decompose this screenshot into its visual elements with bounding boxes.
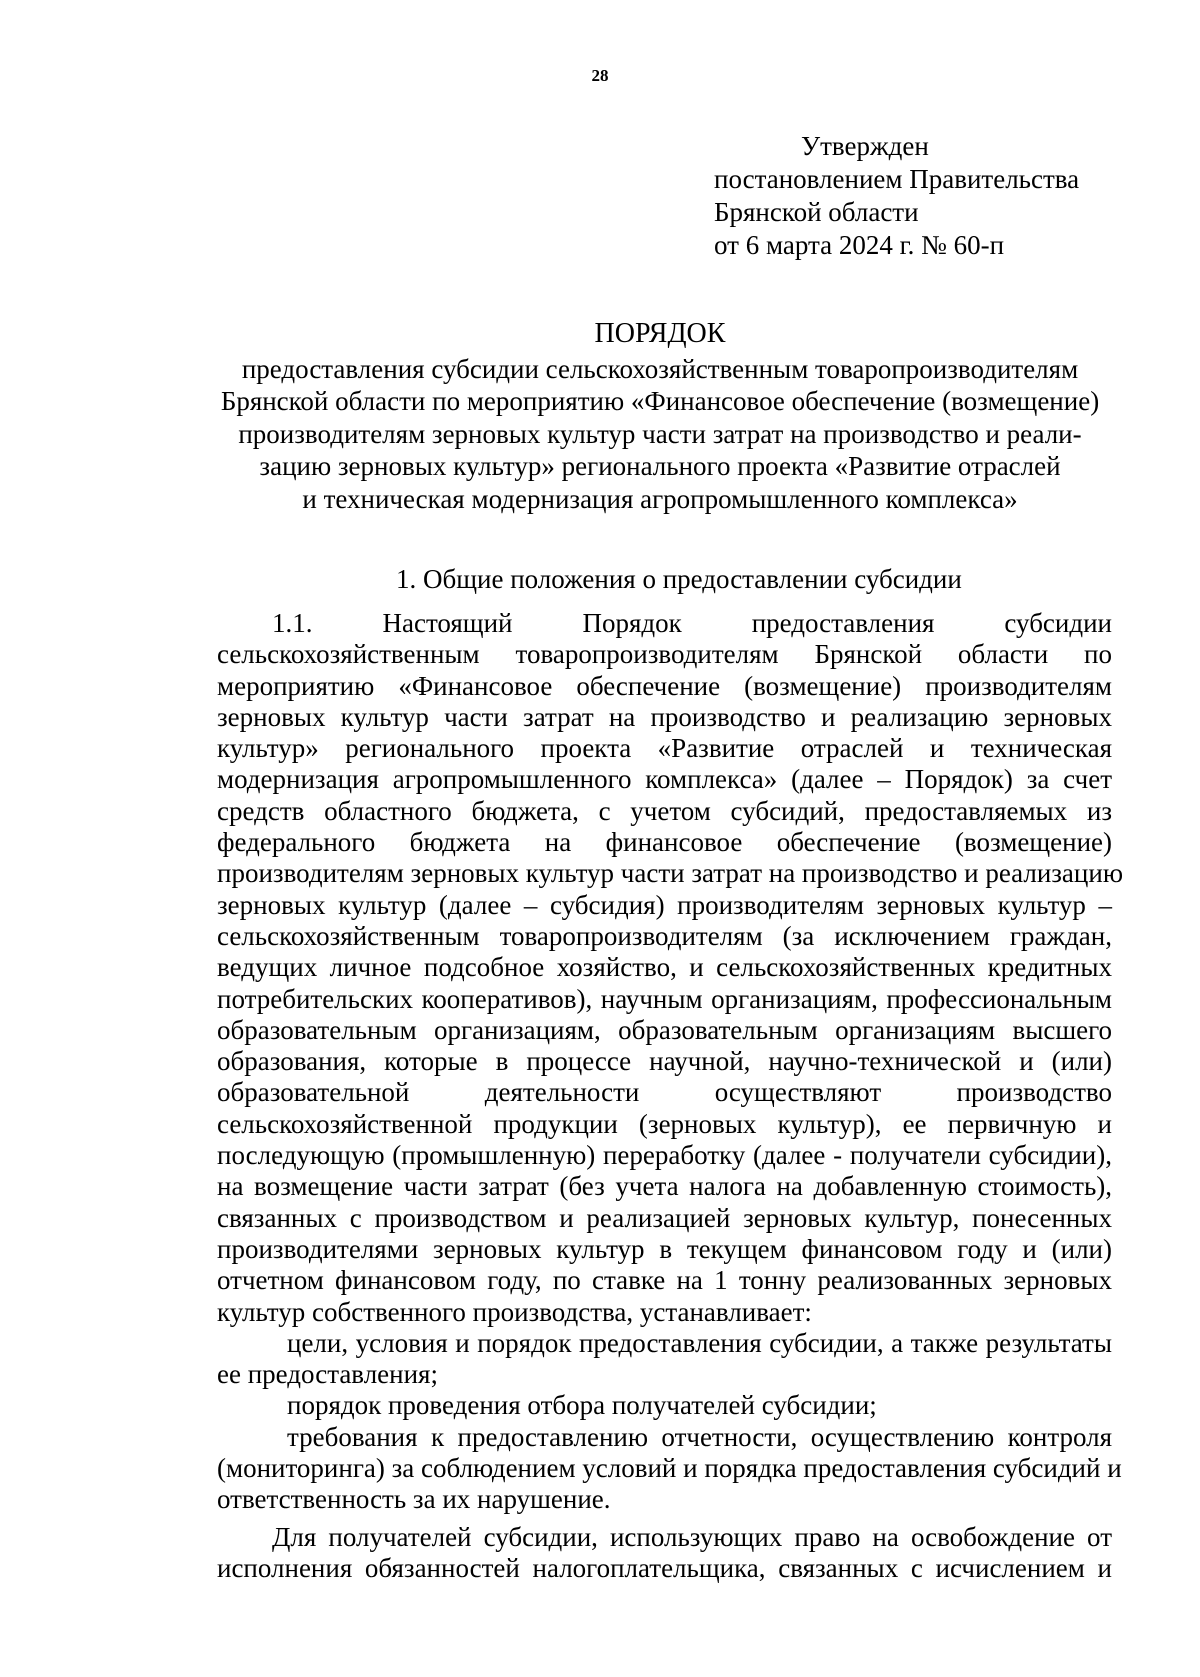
approval-line: Утвержден (801, 131, 929, 161)
text-line: 1.1. Настоящий Порядок предоставления субсидии (272, 608, 1112, 638)
text-line: федерального бюджета на финансовое обеспечение (возмещение) (217, 827, 1112, 858)
text-line: связанных с производством и реализацией зерновых культур, понесенных (217, 1202, 1112, 1233)
text-line: (мониторинга) за соблюдением условий и порядка предоставления субсидий и (217, 1453, 1122, 1484)
approval-line: Брянской области (714, 197, 919, 227)
text-line: сельскохозяйственной продукции (зерновых культур), ее первичную и (217, 1108, 1112, 1139)
approval-stamp (714, 130, 1079, 262)
text-line: зерновых культур части затрат на производство и реализацию зерновых (217, 701, 1112, 732)
text-line: модернизация агропромышленного комплекса» (далее – Порядок) за счет (217, 764, 1112, 795)
document-body (217, 608, 1123, 1584)
text-line: сельскохозяйственным товаропроизводителям Брянской области по (217, 639, 1112, 670)
text-line: исполнения обязанностей налогоплательщика, связанных с исчислением и (217, 1552, 1112, 1583)
text-line: зерновых культур (далее – субсидия) производителям зерновых культур – (217, 889, 1112, 920)
text-line: ответственность за их нарушение. (217, 1484, 611, 1515)
document-title-block (200, 318, 1120, 515)
text-line: производителями зерновых культур в текущем финансовом году и (или) (217, 1233, 1112, 1264)
text-line: средств областного бюджета, с учетом субсидий, предоставляемых из (217, 795, 1112, 826)
paragraph-1-1 (217, 608, 1123, 1328)
text-line: ее предоставления; (217, 1359, 438, 1390)
list-item (217, 1328, 1112, 1391)
approval-line: постановлением Правительства (714, 164, 1080, 194)
document-subtitle-line: Брянской области по мероприятию «Финансовое обеспечение (возмещение) (220, 386, 1100, 416)
text-line: культур» регионального проекта «Развитие отраслей и техническая (217, 733, 1112, 764)
document-title: ПОРЯДОК (594, 318, 726, 349)
text-line: цели, условия и порядок предоставления субсидии, а также результаты (287, 1327, 1112, 1358)
text-line: образовательной деятельности осуществляют производство (217, 1077, 1112, 1108)
paragraph-2 (217, 1522, 1112, 1585)
text-line: требования к предоставлению отчетности, осуществлению контроля (287, 1421, 1112, 1452)
text-line: на возмещение части затрат (без учета налога на добавленную стоимость), (217, 1171, 1112, 1202)
text-line: производителям зерновых культур части затрат на производство и реализацию (217, 858, 1123, 889)
document-subtitle-line: зацию зерновых культур» регионального проекта «Развитие отраслей (259, 451, 1061, 481)
text-line: Для получателей субсидии, использующих право на освобождение от (272, 1521, 1112, 1552)
text-line: отчетном финансовом году, по ставке на 1 тонну реализованных зерновых (217, 1265, 1112, 1296)
text-line: порядок проведения отбора получателей субсидии; (287, 1390, 877, 1421)
document-subtitle-line: предоставления субсидии сельскохозяйственным товаропроизводителям (241, 353, 1079, 384)
section-heading: 1. Общие положения о предоставлении субсидии (396, 564, 962, 594)
document-subtitle-line: производителям зерновых культур части затрат на производство и реали- (238, 418, 1082, 449)
text-line: образования, которые в процессе научной, научно-технической и (или) (217, 1046, 1112, 1077)
list-item (217, 1390, 1112, 1421)
text-line: последующую (промышленную) переработку (далее - получатели субсидии), (217, 1140, 1112, 1171)
text-line: ведущих личное подсобное хозяйство, и сельскохозяйственных кредитных (217, 952, 1112, 983)
document-subtitle-line: и техническая модернизация агропромышленного комплекса» (302, 483, 1018, 514)
text-line: культур собственного производства, устанавливает: (217, 1296, 812, 1327)
text-line: мероприятию «Финансовое обеспечение (возмещение) производителям (217, 670, 1112, 701)
list-item (217, 1421, 1122, 1516)
page-number: 28 (591, 66, 609, 85)
text-line: потребительских кооперативов), научным организациям, профессиональным (217, 983, 1112, 1014)
text-line: сельскохозяйственным товаропроизводителям (за исключением граждан, (217, 920, 1112, 951)
approval-line: от 6 марта 2024 г. № 60-п (714, 230, 1005, 260)
text-line: образовательным организациям, образовательным организациям высшего (217, 1014, 1112, 1045)
